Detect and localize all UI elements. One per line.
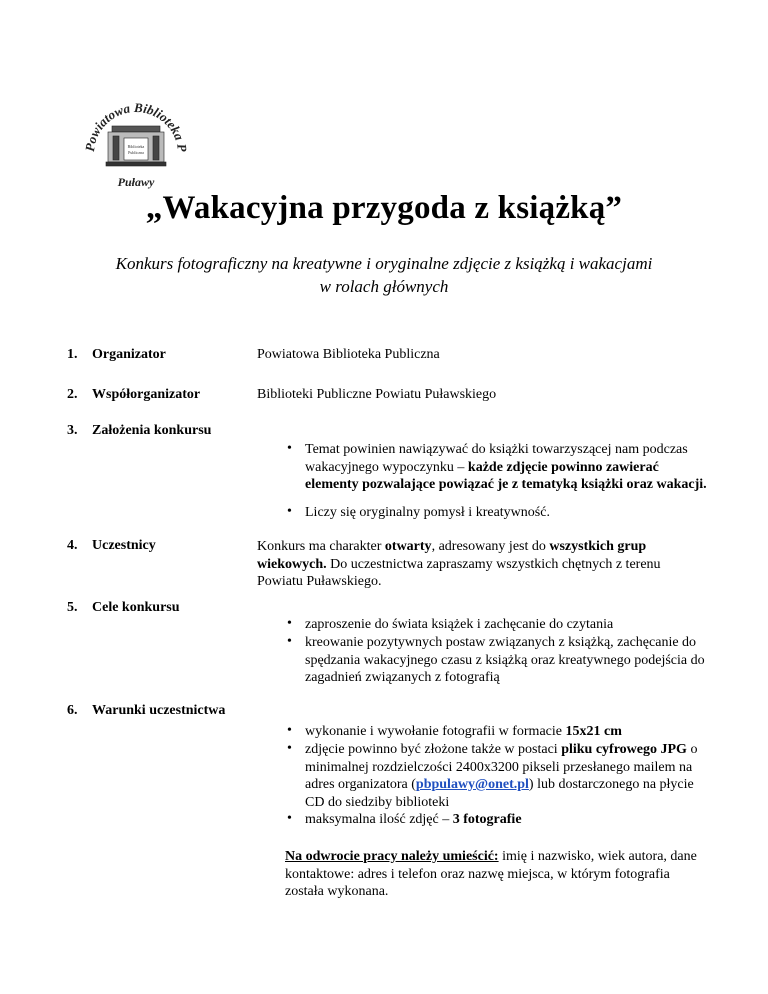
para-bold: otwarty: [384, 539, 432, 554]
logo-arc-text: Powiatowa Biblioteka P: [81, 99, 191, 153]
bullet-text-bold: pliku cyfrowego JPG: [561, 742, 687, 757]
section-6-label: Warunki uczestnictwa: [92, 703, 226, 718]
section-6-bullet-1: [305, 723, 715, 741]
para-text: , adresowany jest do: [431, 539, 550, 554]
bullet-text-bold: każde zdjęcie powinno zawierać elementy pozwalające powiązać je z tematyką książki oraz wakacji.: [305, 459, 707, 492]
para-bold: wszystkich grup wiekowych.: [257, 539, 647, 572]
note-text: imię i nazwisko, wiek autora, dane kontaktowe: adres i telefon oraz nazwę miejsca, w którym fotografia została wykonana.: [285, 849, 697, 899]
bullet-text: o minimalnej rozdzielczości 2400x3200 pikseli przesłanego mailem na adres organizatora (: [305, 742, 698, 792]
section-6-bullet-2: [305, 741, 715, 811]
section-3-bullet-2: Liczy się oryginalny pomysł i kreatywność.: [305, 505, 550, 520]
logo-bottom-text: Puławy: [117, 175, 155, 189]
section-2-number: 2.: [67, 387, 78, 402]
section-2-value: Biblioteki Publiczne Powiatu Puławskiego: [257, 387, 497, 402]
svg-text:Biblioteka: Biblioteka: [127, 144, 145, 149]
subtitle-line-1: Konkurs fotograficzny na kreatywne i oryginalne zdjęcie z książką i wakacjami: [115, 254, 653, 273]
section-5-bullet-1: zaproszenie do świata książek i zachęcanie do czytania: [305, 617, 614, 632]
page-title: „Wakacyjna przygoda z książką”: [145, 190, 623, 226]
para-text: Do uczestnictwa zapraszamy wszystkich chętnych z terenu Powiatu Puławskiego.: [257, 556, 661, 589]
section-1-label: Organizator: [92, 347, 166, 362]
bullet-text-bold: 15x21 cm: [565, 724, 622, 739]
bullet-text-bold: 3 fotografie: [452, 812, 522, 827]
para-text: Konkurs ma charakter: [257, 539, 385, 554]
section-6-note: [285, 848, 705, 901]
bullet: •: [287, 616, 292, 631]
bullet-text: ) lub dostarczonego na płycie CD do siedziby biblioteki: [305, 777, 694, 810]
section-5-label: Cele konkursu: [92, 600, 180, 615]
section-4-label: Uczestnicy: [92, 538, 156, 553]
section-6-number: 6.: [67, 703, 78, 718]
bullet: •: [287, 723, 292, 738]
section-6-bullet-3: [305, 811, 715, 829]
note-heading: Na odwrocie pracy należy umieścić:: [285, 849, 499, 864]
section-3-bullet-1: [305, 441, 715, 494]
email-link[interactable]: pbpulawy@onet.pl: [415, 777, 529, 792]
bullet: •: [287, 811, 292, 826]
section-1-number: 1.: [67, 347, 78, 362]
section-3-number: 3.: [67, 423, 78, 438]
svg-text:Publiczna: Publiczna: [128, 150, 144, 155]
bullet: •: [287, 504, 292, 519]
library-logo: [80, 88, 192, 194]
section-3-label: Założenia konkursu: [92, 423, 212, 438]
section-5-bullet-2: kreowanie pozytywnych postaw związanych z książką, zachęcanie do spędzania wakacyjnego czasu z książką oraz kreatywnego podejścia do zagadnień związanych z fotografią: [305, 635, 705, 685]
page-subtitle: [0, 252, 768, 298]
bullet: •: [287, 441, 292, 456]
subtitle-line-2: w rolach głównych: [319, 277, 449, 296]
bullet-text: wykonanie i wywołanie fotografii w formacie: [305, 724, 566, 739]
section-4-number: 4.: [67, 538, 78, 553]
bullet-text: Temat powinien nawiązywać do książki towarzyszącej nam podczas wakacyjnego wypoczynku –: [305, 442, 688, 475]
bullet-text: maksymalna ilość zdjęć –: [305, 812, 453, 827]
section-1-value: Powiatowa Biblioteka Publiczna: [257, 347, 440, 362]
bullet: •: [287, 634, 292, 649]
section-4-paragraph: [257, 538, 697, 591]
section-5-number: 5.: [67, 600, 78, 615]
bullet: •: [287, 741, 292, 756]
bullet-text: zdjęcie powinno być złożone także w postaci: [305, 742, 562, 757]
section-2-label: Współorganizator: [92, 387, 201, 402]
